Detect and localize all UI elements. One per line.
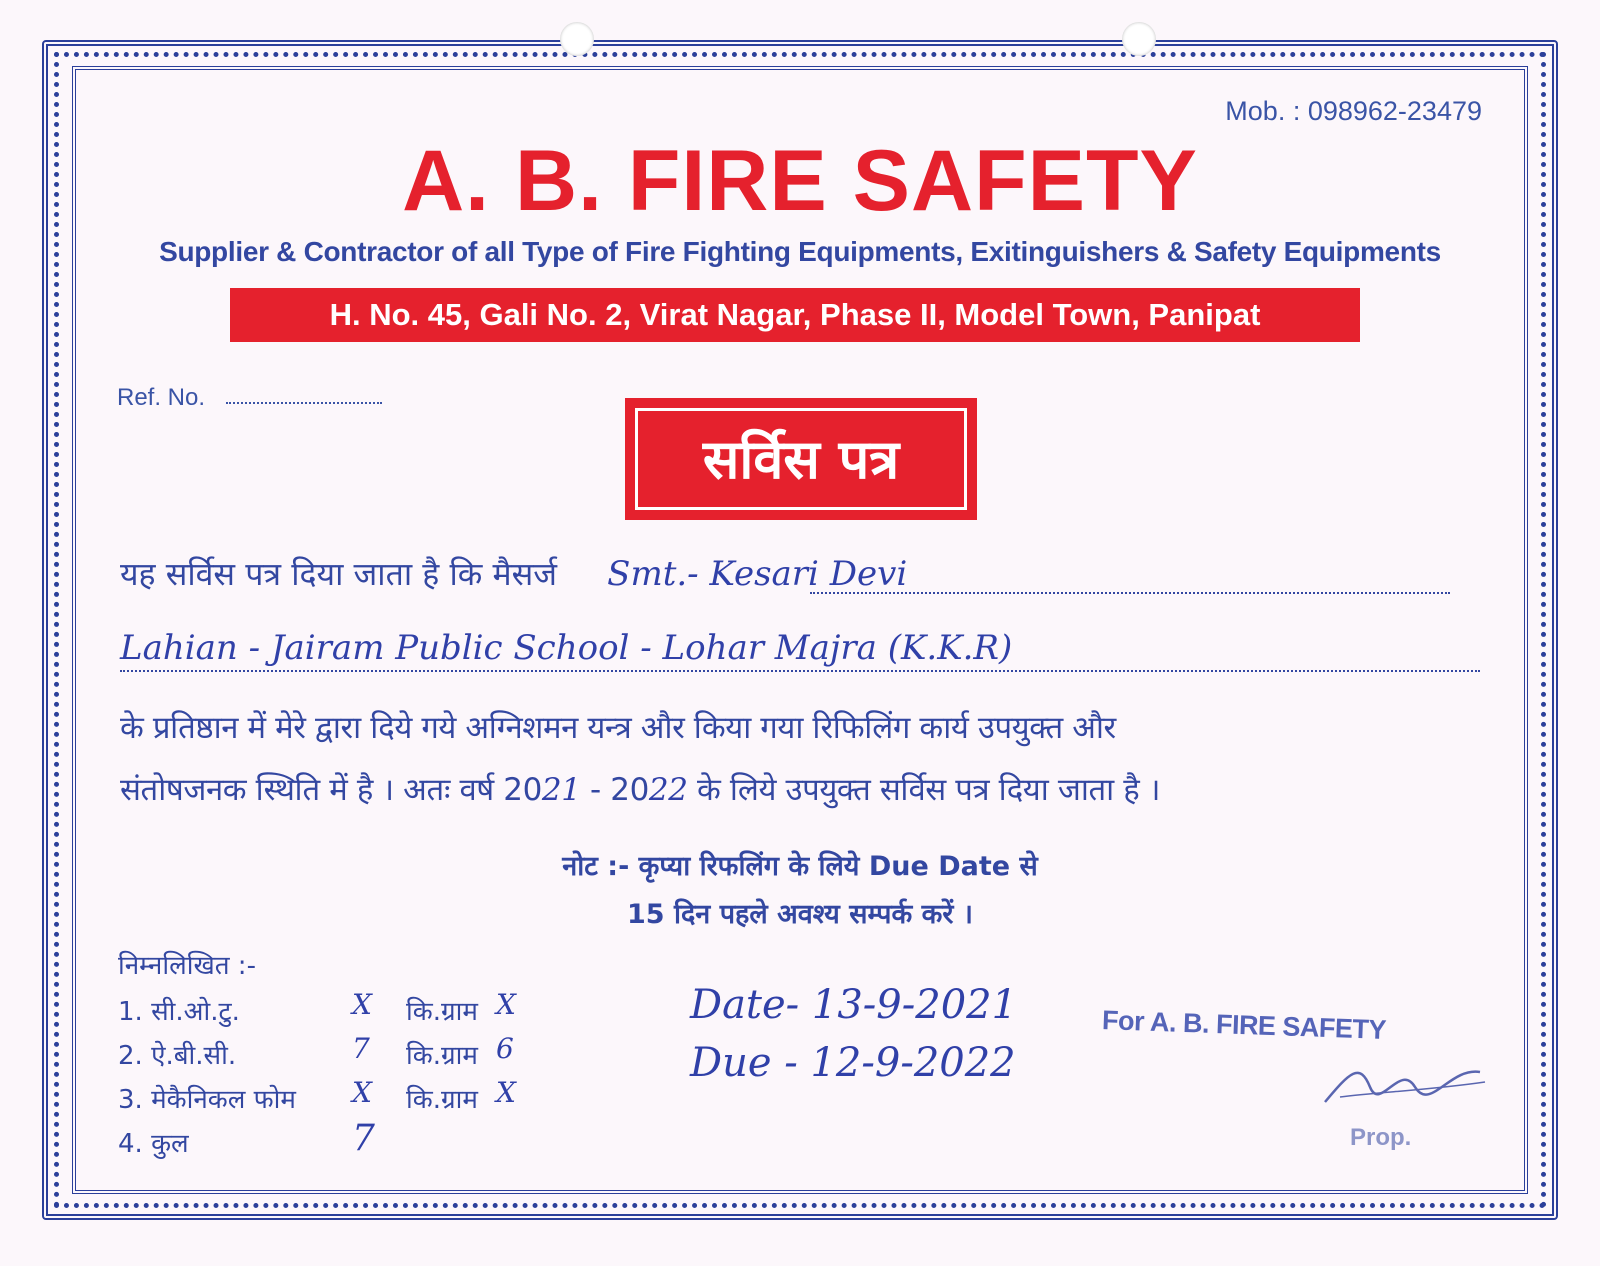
body-line-4-c: के लिये उपयुक्त सर्विस पत्र दिया जाता है । [687,772,1161,808]
punch-hole [560,22,594,56]
company-address: H. No. 45, Gali No. 2, Virat Nagar, Phase II, Model Town, Panipat [230,288,1360,342]
item-3-qty: X [352,1076,372,1109]
company-stamp: For A. B. FIRE SAFETY [1101,1005,1387,1045]
item-1-unit: कि.ग्राम [406,997,478,1027]
customer-name-dotline [810,592,1450,594]
body-line-1 [120,552,1480,595]
item-2-qty: 7 [352,1032,370,1065]
item-2-label: 2. ऐ.बी.सी. [118,1041,237,1071]
note-line-2: 15 दिन पहले अवश्य सम्पर्क करें । [627,899,973,930]
ref-label: Ref. No. [117,384,206,411]
customer-address-dotline [120,670,1480,672]
company-name: A. B. FIRE SAFETY [402,133,1198,229]
year-from: 21 [541,772,581,808]
body-line-1-text: यह सर्विस पत्र दिया जाता है कि मैसर्ज [120,555,557,593]
body-line-4 [120,768,1480,810]
due-date: Due - 12-9-2022 [690,1040,1016,1086]
ref-field [226,402,382,404]
customer-address: Lahian - Jairam Public School - Lohar Majra (K.K.R) [120,628,1013,668]
service-date: Date- 13-9-2021 [690,982,1018,1028]
body-line-2 [120,628,1480,668]
item-2-unit: कि.ग्राम [406,1041,478,1071]
signature-icon [1320,1052,1490,1112]
body-line-4-a: संतोषजनक स्थिति में है । अतः वर्ष 20 [120,772,542,808]
item-3-unit: कि.ग्राम [406,1085,478,1115]
item-4-qty: 7 [352,1118,375,1159]
item-1-qty: X [352,988,372,1021]
note-line-1: नोट :- कृप्या रिफलिंग के लिये Due Date से [562,851,1038,882]
prop-label: Prop. [1350,1124,1412,1151]
items-heading: निम्नलिखित :- [118,951,256,981]
item-4-label: 4. कुल [118,1129,189,1159]
item-2-unit-qty: 6 [496,1032,514,1065]
customer-name: Smt.- Kesari Devi [607,554,908,594]
company-tagline: Supplier & Contractor of all Type of Fire Fighting Equipments, Exitinguishers & Safety Equipments [159,236,1441,267]
item-1-unit-qty: X [496,988,516,1021]
item-3-label: 3. मेकैनिकल फोम [118,1085,296,1115]
certificate-badge [625,398,977,520]
punch-hole [1122,22,1156,56]
certificate-title: सर्विस पत्र [635,408,967,510]
body-line-4-b: - 20 [580,772,649,808]
item-3-unit-qty: X [496,1076,516,1109]
item-1-label: 1. सी.ओ.टु. [118,997,240,1027]
year-to: 22 [648,772,688,808]
mobile-number: Mob. : 098962-23479 [1225,96,1482,126]
body-line-3: के प्रतिष्ठान में मेरे द्वारा दिये गये अग्निशमन यन्त्र और किया गया रिफिलिंग कार्य उपयुक्त और [120,710,1116,746]
